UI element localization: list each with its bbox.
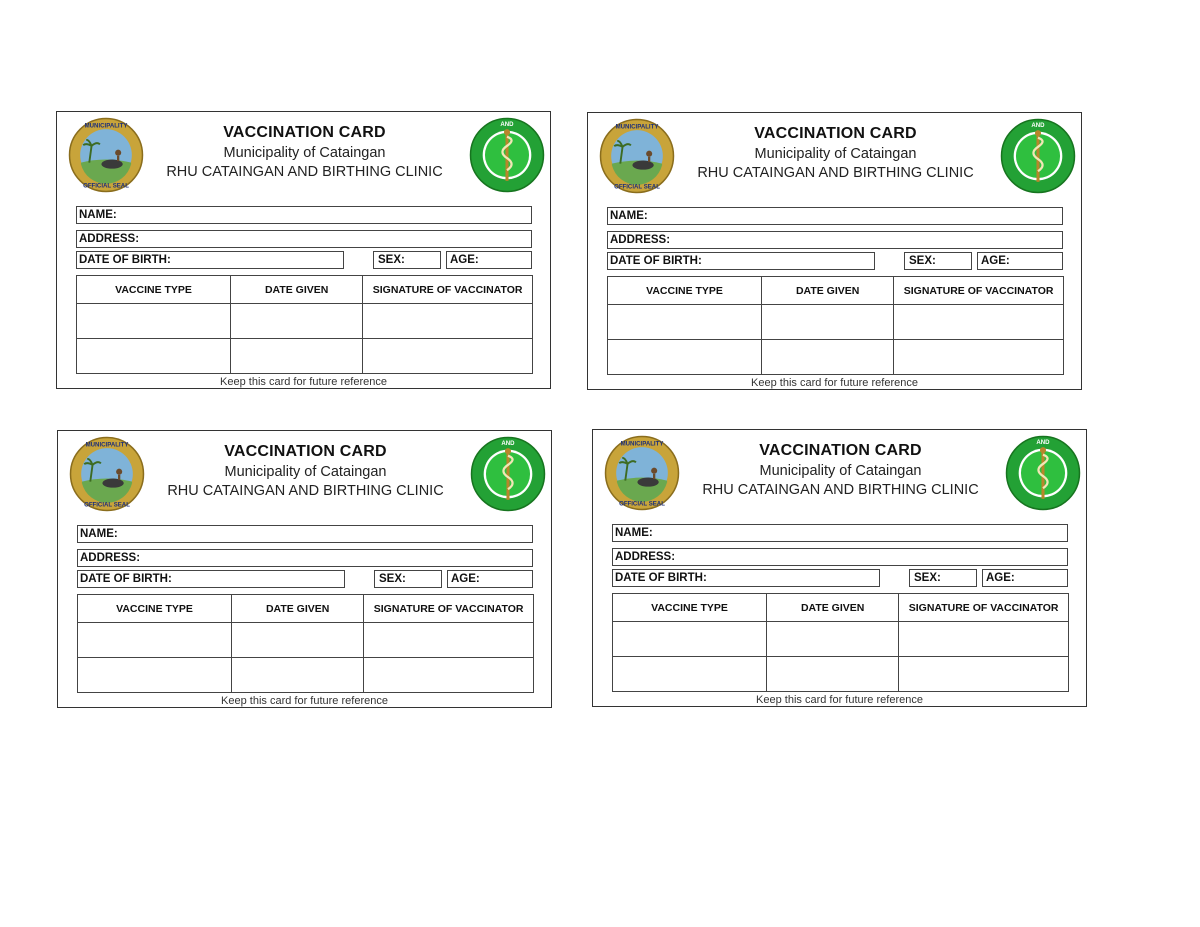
date-given-cell[interactable] bbox=[232, 623, 364, 658]
card-municipality: Municipality of Cataingan bbox=[223, 145, 386, 161]
vaccine-type-cell[interactable] bbox=[78, 658, 232, 693]
svg-text:AND: AND bbox=[1031, 122, 1045, 130]
card-footer-note: Keep this card for future reference bbox=[756, 695, 923, 706]
card-footer-note: Keep this card for future reference bbox=[220, 377, 387, 388]
date-of-birth-field[interactable]: DATE OF BIRTH: bbox=[76, 251, 344, 269]
date-given-cell[interactable] bbox=[767, 657, 899, 692]
vaccine-type-header: VACCINE TYPE bbox=[77, 276, 231, 304]
address-field[interactable]: ADDRESS: bbox=[612, 548, 1068, 566]
address-field[interactable]: ADDRESS: bbox=[607, 231, 1063, 249]
vaccine-type-header: VACCINE TYPE bbox=[613, 594, 767, 622]
vaccine-type-header: VACCINE TYPE bbox=[608, 277, 762, 305]
vaccine-table bbox=[76, 275, 533, 374]
name-field[interactable]: NAME: bbox=[77, 525, 533, 543]
vaccination-card-3 bbox=[57, 430, 552, 708]
table-row bbox=[608, 305, 1064, 340]
municipal-seal-icon bbox=[604, 435, 680, 511]
svg-text:AND: AND bbox=[501, 440, 515, 448]
health-seal-icon bbox=[1000, 118, 1076, 194]
card-municipality: Municipality of Cataingan bbox=[759, 463, 922, 479]
card-municipality: Municipality of Cataingan bbox=[224, 464, 387, 480]
age-field[interactable]: AGE: bbox=[446, 251, 532, 269]
signature-header: SIGNATURE OF VACCINATOR bbox=[894, 277, 1064, 305]
svg-text:MUNICIPALITY: MUNICIPALITY bbox=[615, 123, 659, 131]
age-field[interactable]: AGE: bbox=[447, 570, 533, 588]
vaccination-card-4 bbox=[592, 429, 1087, 707]
municipal-seal-icon bbox=[69, 436, 145, 512]
signature-cell[interactable] bbox=[894, 305, 1064, 340]
card-clinic-name: RHU CATAINGAN AND BIRTHING CLINIC bbox=[702, 482, 979, 498]
date-given-header: DATE GIVEN bbox=[231, 276, 363, 304]
vaccine-type-cell[interactable] bbox=[78, 623, 232, 658]
signature-cell[interactable] bbox=[363, 339, 533, 374]
sex-field[interactable]: SEX: bbox=[909, 569, 977, 587]
date-given-cell[interactable] bbox=[232, 658, 364, 693]
card-clinic-name: RHU CATAINGAN AND BIRTHING CLINIC bbox=[167, 483, 444, 499]
card-title: VACCINATION CARD bbox=[224, 443, 387, 460]
age-field[interactable]: AGE: bbox=[977, 252, 1063, 270]
name-field[interactable]: NAME: bbox=[76, 206, 532, 224]
signature-cell[interactable] bbox=[364, 658, 534, 693]
date-given-cell[interactable] bbox=[231, 304, 363, 339]
address-field[interactable]: ADDRESS: bbox=[76, 230, 532, 248]
signature-header: SIGNATURE OF VACCINATOR bbox=[899, 594, 1069, 622]
vaccination-card-2 bbox=[587, 112, 1082, 390]
vaccine-type-cell[interactable] bbox=[77, 304, 231, 339]
date-of-birth-field[interactable]: DATE OF BIRTH: bbox=[607, 252, 875, 270]
card-footer-note: Keep this card for future reference bbox=[751, 378, 918, 389]
sex-field[interactable]: SEX: bbox=[373, 251, 441, 269]
table-row bbox=[77, 339, 533, 374]
name-field[interactable]: NAME: bbox=[607, 207, 1063, 225]
card-title: VACCINATION CARD bbox=[223, 124, 386, 141]
svg-text:AND: AND bbox=[1036, 439, 1050, 447]
card-clinic-name: RHU CATAINGAN AND BIRTHING CLINIC bbox=[697, 165, 974, 181]
card-clinic-name: RHU CATAINGAN AND BIRTHING CLINIC bbox=[166, 164, 443, 180]
table-row bbox=[613, 622, 1069, 657]
svg-text:AND: AND bbox=[500, 121, 514, 129]
card-title: VACCINATION CARD bbox=[759, 442, 922, 459]
table-row bbox=[78, 658, 534, 693]
date-of-birth-field[interactable]: DATE OF BIRTH: bbox=[77, 570, 345, 588]
sex-field[interactable]: SEX: bbox=[904, 252, 972, 270]
signature-cell[interactable] bbox=[899, 657, 1069, 692]
date-given-header: DATE GIVEN bbox=[762, 277, 894, 305]
svg-text:OFFICIAL SEAL: OFFICIAL SEAL bbox=[84, 501, 130, 509]
vaccination-card-1 bbox=[56, 111, 551, 389]
signature-header: SIGNATURE OF VACCINATOR bbox=[364, 595, 534, 623]
signature-cell[interactable] bbox=[894, 340, 1064, 375]
svg-text:OFFICIAL SEAL: OFFICIAL SEAL bbox=[83, 182, 129, 190]
vaccine-table bbox=[77, 594, 534, 693]
table-row bbox=[77, 304, 533, 339]
svg-text:OFFICIAL SEAL: OFFICIAL SEAL bbox=[614, 183, 660, 191]
age-field[interactable]: AGE: bbox=[982, 569, 1068, 587]
vaccine-type-cell[interactable] bbox=[608, 305, 762, 340]
vaccine-table bbox=[607, 276, 1064, 375]
svg-text:MUNICIPALITY: MUNICIPALITY bbox=[85, 441, 129, 449]
vaccine-type-cell[interactable] bbox=[608, 340, 762, 375]
card-title: VACCINATION CARD bbox=[754, 125, 917, 142]
signature-cell[interactable] bbox=[364, 623, 534, 658]
date-given-cell[interactable] bbox=[762, 340, 894, 375]
address-field[interactable]: ADDRESS: bbox=[77, 549, 533, 567]
signature-cell[interactable] bbox=[363, 304, 533, 339]
date-given-cell[interactable] bbox=[231, 339, 363, 374]
card-footer-note: Keep this card for future reference bbox=[221, 696, 388, 707]
vaccine-type-cell[interactable] bbox=[613, 622, 767, 657]
vaccine-table bbox=[612, 593, 1069, 692]
table-row bbox=[613, 657, 1069, 692]
card-municipality: Municipality of Cataingan bbox=[754, 146, 917, 162]
vaccine-type-header: VACCINE TYPE bbox=[78, 595, 232, 623]
health-seal-icon bbox=[470, 436, 546, 512]
table-row bbox=[78, 623, 534, 658]
date-of-birth-field[interactable]: DATE OF BIRTH: bbox=[612, 569, 880, 587]
municipal-seal-icon bbox=[599, 118, 675, 194]
municipal-seal-icon bbox=[68, 117, 144, 193]
svg-text:MUNICIPALITY: MUNICIPALITY bbox=[620, 440, 664, 448]
table-row bbox=[608, 340, 1064, 375]
date-given-cell[interactable] bbox=[767, 622, 899, 657]
health-seal-icon bbox=[1005, 435, 1081, 511]
date-given-header: DATE GIVEN bbox=[767, 594, 899, 622]
signature-header: SIGNATURE OF VACCINATOR bbox=[363, 276, 533, 304]
svg-text:MUNICIPALITY: MUNICIPALITY bbox=[84, 122, 128, 130]
date-given-cell[interactable] bbox=[762, 305, 894, 340]
vaccine-type-cell[interactable] bbox=[77, 339, 231, 374]
svg-text:OFFICIAL SEAL: OFFICIAL SEAL bbox=[619, 500, 665, 508]
date-given-header: DATE GIVEN bbox=[232, 595, 364, 623]
vaccine-type-cell[interactable] bbox=[613, 657, 767, 692]
name-field[interactable]: NAME: bbox=[612, 524, 1068, 542]
health-seal-icon bbox=[469, 117, 545, 193]
signature-cell[interactable] bbox=[899, 622, 1069, 657]
sex-field[interactable]: SEX: bbox=[374, 570, 442, 588]
